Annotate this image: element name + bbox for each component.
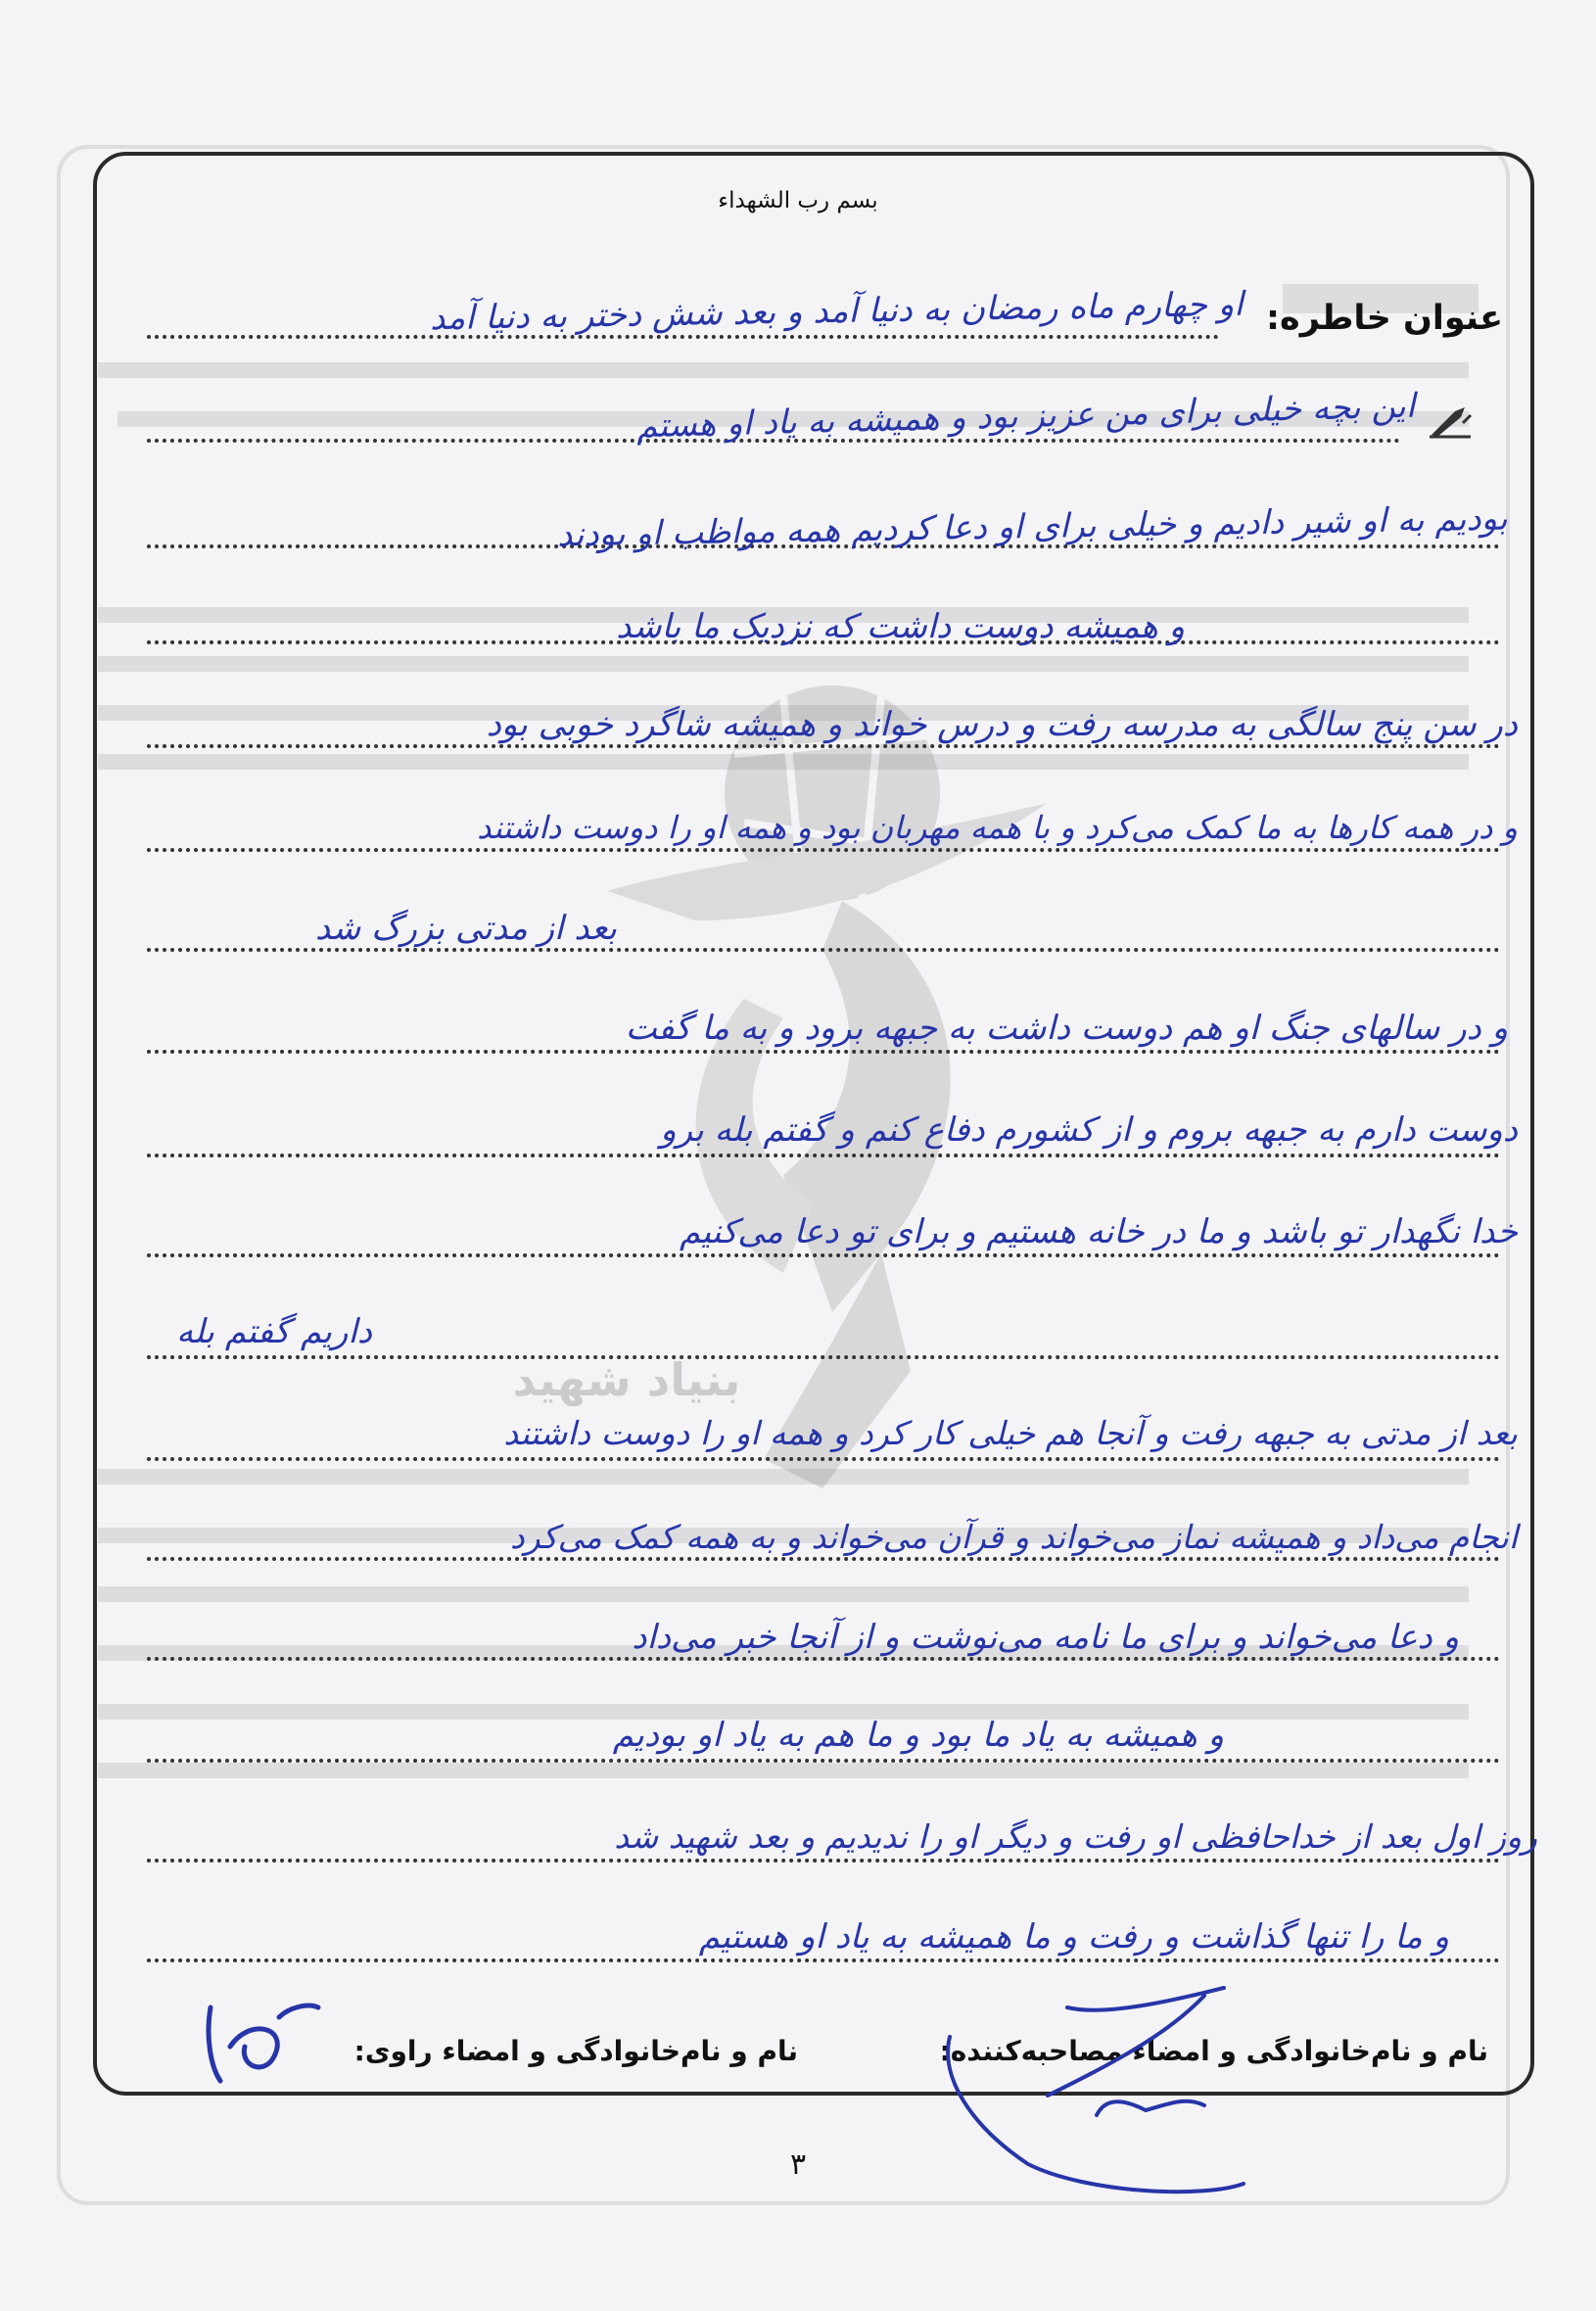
writing-line [147, 1759, 1500, 1763]
writing-line [147, 1050, 1500, 1054]
writing-line [147, 744, 1500, 748]
watermark-text: بنیاد شهید [512, 1353, 741, 1406]
memoir-title-label: عنوان خاطره: [1266, 299, 1503, 338]
handwritten-line: این بچه خیلی برای من عزیز بود و همیشه به یاد او هستم [635, 386, 1416, 447]
handwritten-line: و در سالهای جنگ او هم دوست داشت به جبهه برود و به ما گفت [625, 1009, 1508, 1048]
writing-line [147, 848, 1500, 852]
interviewer-signature-label: نام و نام‌خانوادگی و امضاء مصاحبه‌کننده: [939, 2035, 1488, 2067]
handwritten-line: بودیم به او شیر دادیم و خیلی برای او دعا کردیم همه مواظب او بودند [557, 498, 1509, 555]
writing-line [147, 1859, 1500, 1863]
handwritten-line: در سن پنج سالگی به مدرسه رفت و درس خواند و همیشه شاگرد خوبی بود [486, 705, 1518, 744]
writing-line [147, 335, 1219, 339]
page-heading: بسم رب الشهداء [718, 188, 878, 213]
handwritten-line: او چهارم ماه رمضان به دنیا آمد و بعد شش دختر به دنیا آمد [430, 284, 1244, 339]
handwritten-line: و دعا می‌خواند و برای ما نامه می‌نوشت و از آنجا خبر می‌داد [632, 1618, 1459, 1657]
handwritten-line: داریم گفتم بله [176, 1312, 372, 1351]
writing-line [147, 1958, 1500, 1962]
handwritten-line: روز اول بعد از خداحافظی او رفت و دیگر او را ندیدیم و بعد شهید شد [614, 1817, 1537, 1856]
handwritten-line: و در همه کارها به ما کمک می‌کرد و با همه مهربان بود و همه او را دوست داشتند [477, 809, 1518, 846]
writing-line [147, 1355, 1500, 1359]
handwritten-line: خدا نگهدار تو باشد و ما در خانه هستیم و برای تو دعا می‌کنیم [679, 1212, 1518, 1251]
handwritten-line: دوست دارم به جبهه بروم و از کشورم دفاع کنم و گفتم بله برو [660, 1110, 1518, 1150]
writing-line [147, 948, 1500, 952]
handwritten-line: و ما را تنها گذاشت و رفت و ما همیشه به یاد او هستیم [698, 1917, 1449, 1957]
handwritten-line: و همیشه دوست داشت که نزدیک ما باشد [616, 607, 1185, 646]
writing-line [147, 1557, 1500, 1561]
writing-line [147, 1253, 1500, 1257]
writing-line [147, 1457, 1500, 1461]
pen-icon [1428, 403, 1475, 439]
handwritten-line: و همیشه به یاد ما بود و ما هم به یاد او بودیم [612, 1716, 1224, 1755]
narrator-signature-label: نام و نام‌خانوادگی و امضاء راوی: [353, 2035, 798, 2067]
handwritten-line: بعد از مدتی به جبهه رفت و آنجا هم خیلی کار کرد و همه او را دوست داشتند [503, 1414, 1518, 1452]
writing-line [147, 1154, 1500, 1157]
handwritten-line: انجام می‌داد و همیشه نماز می‌خواند و قرآن می‌خواند و به همه کمک می‌کرد [509, 1518, 1518, 1556]
handwritten-line: بعد از مدتی بزرگ شد [314, 909, 617, 948]
page-number: ۳ [789, 2147, 807, 2182]
writing-line [147, 1657, 1500, 1661]
